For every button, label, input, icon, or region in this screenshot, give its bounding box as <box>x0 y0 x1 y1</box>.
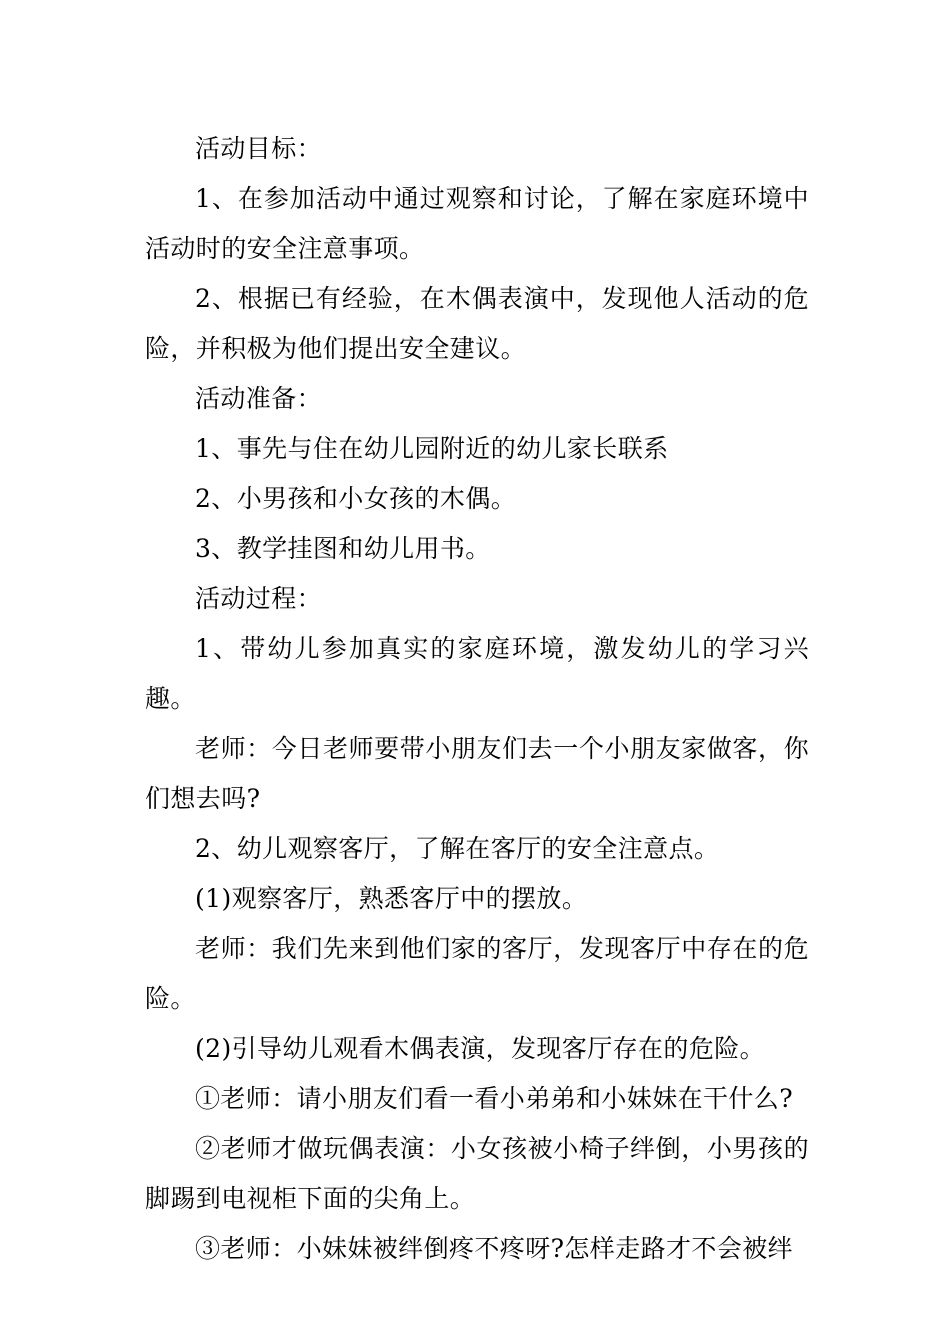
process-step-1: 1、带幼儿参加真实的家庭环境，激发幼儿的学习兴趣。 <box>145 634 809 713</box>
process-substep-1: (1)观察客厅，熟悉客厅中的摆放。 <box>195 884 588 913</box>
process-circled-item-3: ③老师：小妹妹被绊倒疼不疼呀?怎样走路才不会被绊 <box>195 1234 794 1263</box>
goal-item-2: 2、根据已有经验，在木偶表演中，发现他人活动的危险，并积极为他们提出安全建议。 <box>145 284 809 363</box>
process-substep-1-dialogue: 老师：我们先来到他们家的客厅，发现客厅中存在的危险。 <box>145 934 809 1013</box>
section-heading-process: 活动过程： <box>195 584 323 613</box>
process-step-2: 2、幼儿观察客厅，了解在客厅的安全注意点。 <box>195 834 720 863</box>
preparation-item-2: 2、小男孩和小女孩的木偶。 <box>195 484 517 513</box>
goal-item-1: 1、在参加活动中通过观察和讨论，了解在家庭环境中活动时的安全注意事项。 <box>145 184 809 263</box>
process-circled-item-2: ②老师才做玩偶表演：小女孩被小椅子绊倒，小男孩的脚踢到电视柜下面的尖角上。 <box>145 1134 809 1213</box>
process-substep-2: (2)引导幼儿观看木偶表演，发现客厅存在的危险。 <box>195 1034 766 1063</box>
preparation-item-1: 1、事先与住在幼儿园附近的幼儿家长联系 <box>195 434 669 463</box>
process-step-1-dialogue: 老师：今日老师要带小朋友们去一个小朋友家做客，你们想去吗? <box>145 734 809 813</box>
process-circled-item-1: ①老师：请小朋友们看一看小弟弟和小妹妹在干什么? <box>195 1084 794 1113</box>
section-heading-preparation: 活动准备： <box>195 384 323 413</box>
section-heading-goals: 活动目标： <box>195 134 323 163</box>
preparation-item-3: 3、教学挂图和幼儿用书。 <box>195 534 491 563</box>
document-body <box>145 124 809 1274</box>
